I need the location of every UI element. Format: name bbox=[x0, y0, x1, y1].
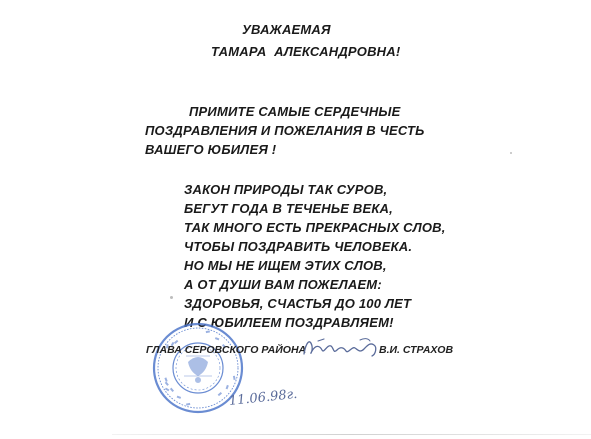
poem-line-1: ЗАКОН ПРИРОДЫ ТАК СУРОВ, bbox=[184, 182, 388, 197]
congratulations-line-1: ПРИМИТЕ САМЫЕ СЕРДЕЧНЫЕ bbox=[189, 104, 401, 119]
signatory-name: В.И. СТРАХОВ bbox=[379, 344, 454, 356]
scan-speck bbox=[170, 296, 173, 299]
poem-line-3: ТАК МНОГО ЕСТЬ ПРЕКРАСНЫХ СЛОВ, bbox=[184, 220, 446, 235]
greeting-name: ТАМАРА АЛЕКСАНДРОВНА! bbox=[211, 44, 401, 59]
poem-line-5: НО МЫ НЕ ИЩЕМ ЭТИХ СЛОВ, bbox=[184, 258, 387, 273]
poem-line-6: А ОТ ДУШИ ВАМ ПОЖЕЛАЕМ: bbox=[184, 277, 382, 292]
poem-line-4: ЧТОБЫ ПОЗДРАВИТЬ ЧЕЛОВЕКА. bbox=[184, 239, 413, 254]
poem-line-2: БЕГУТ ГОДА В ТЕЧЕНЬЕ ВЕКА, bbox=[184, 201, 393, 216]
poem-line-7: ЗДОРОВЬЯ, СЧАСТЬЯ ДО 100 ЛЕТ bbox=[184, 296, 412, 311]
scan-speck bbox=[510, 152, 512, 154]
poem-line-8: И С ЮБИЛЕЕМ ПОЗДРАВЛЯЕМ! bbox=[184, 315, 394, 330]
greeting-salutation: УВАЖАЕМАЯ bbox=[242, 22, 331, 37]
handwritten-date: 11.06.98г. bbox=[228, 386, 299, 409]
handwritten-signature-icon bbox=[300, 332, 382, 364]
congratulations-line-2: ПОЗДРАВЛЕНИЯ И ПОЖЕЛАНИЯ В ЧЕСТЬ bbox=[145, 123, 425, 138]
scan-edge-line bbox=[112, 434, 591, 435]
congratulations-line-3: ВАШЕГО ЮБИЛЕЯ ! bbox=[145, 142, 277, 157]
signatory-title: ГЛАВА СЕРОВСКОГО РАЙОНА bbox=[146, 344, 307, 356]
